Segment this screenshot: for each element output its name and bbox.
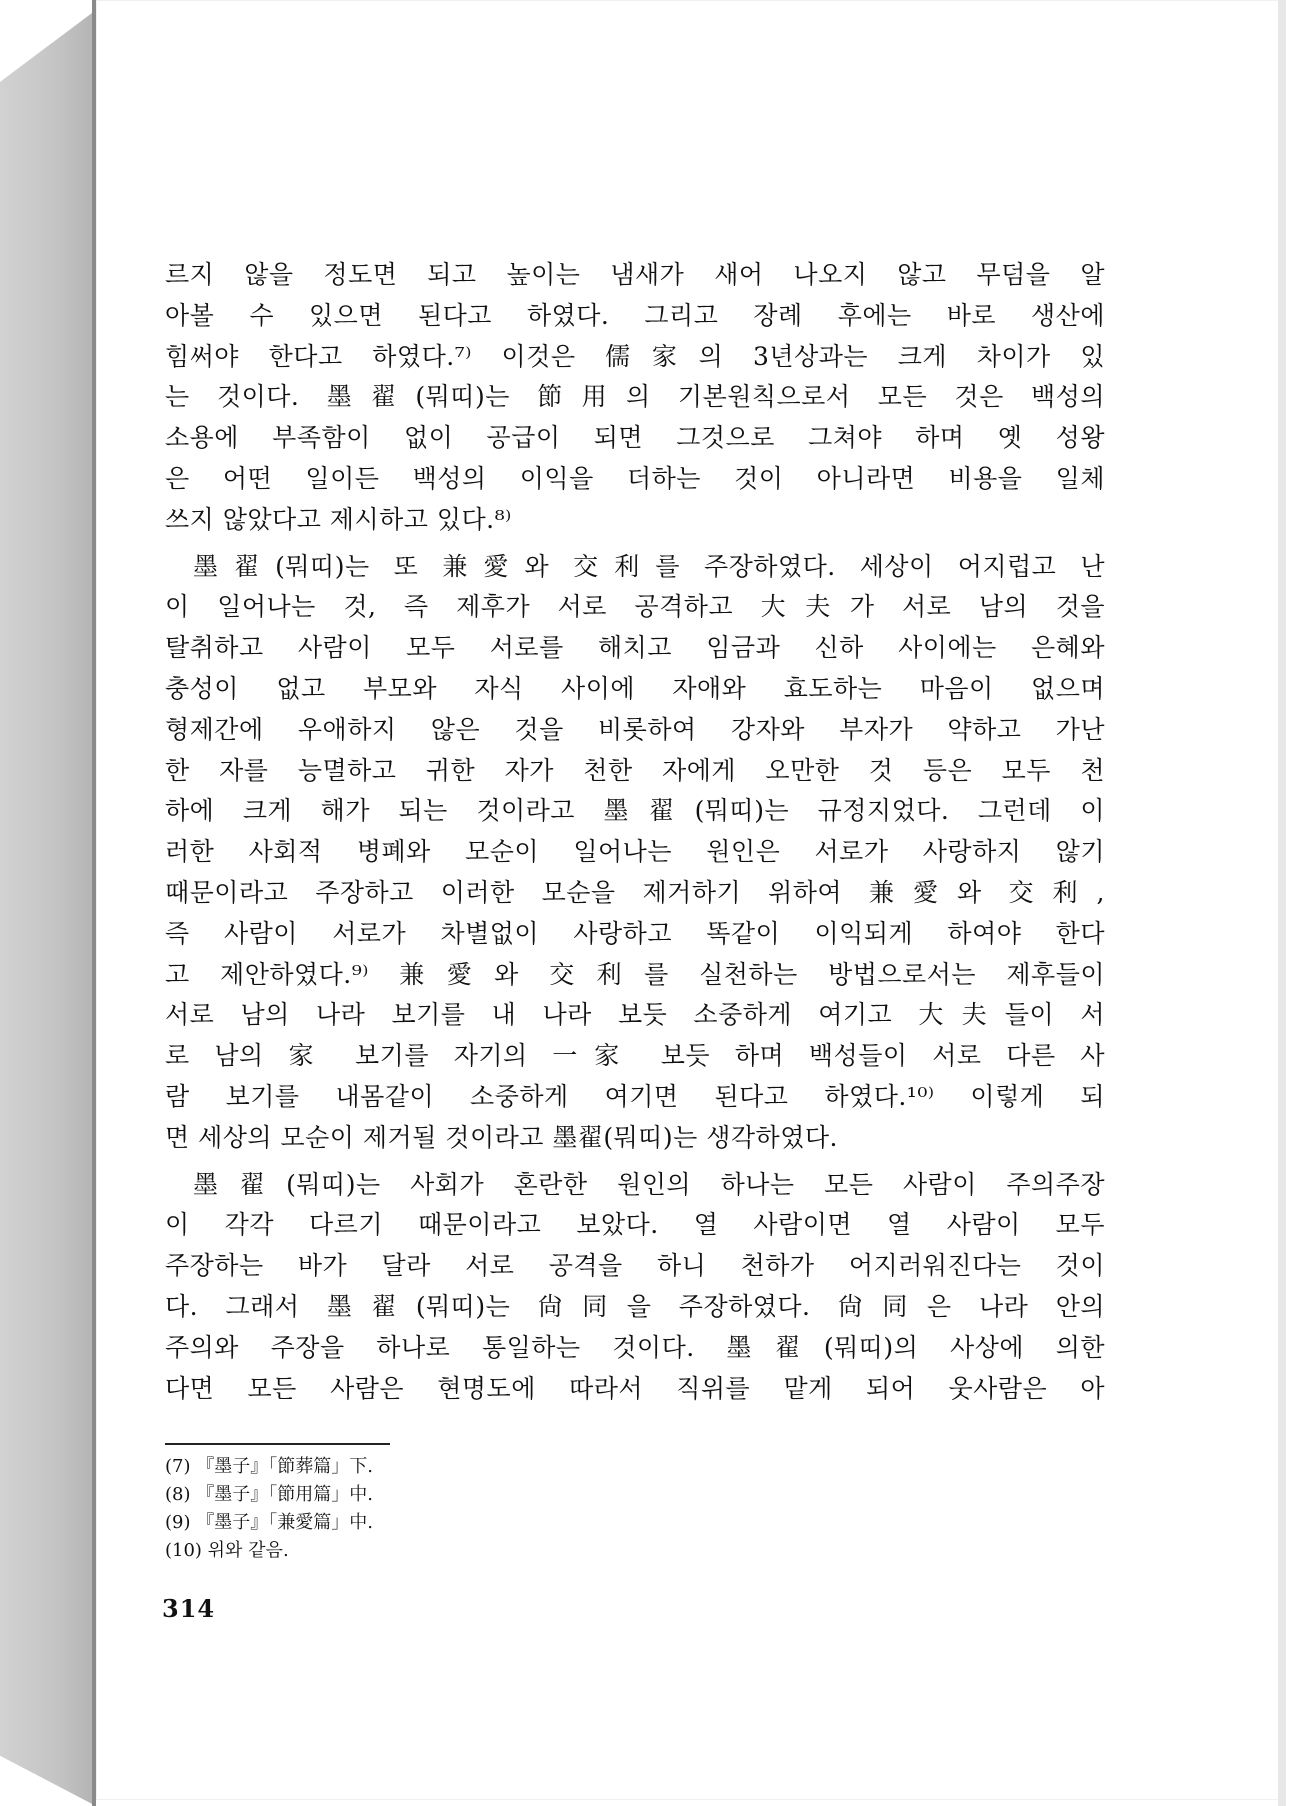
- text-line: 때문이라고 주장하고 이러한 모순을 제거하기 위하여 兼愛와 交利,: [165, 877, 1105, 907]
- text-line: 다면 모든 사람은 현명도에 따라서 직위를 맡게 되어 웃사람은 아: [165, 1373, 1105, 1403]
- body-text: [165, 255, 1105, 1409]
- text-line: 충성이 없고 부모와 자식 사이에 자애와 효도하는 마음이 없으며: [165, 673, 1105, 703]
- text-line: 서로 남의 나라 보기를 내 나라 보듯 소중하게 여기고 大夫들이 서: [165, 1000, 1105, 1030]
- text-line: 한 자를 능멸하고 귀한 자가 천한 자에게 오만한 것 등은 모두 천: [165, 755, 1105, 785]
- footnote-divider: [165, 1443, 390, 1445]
- text-line: 주의와 주장을 하나로 통일하는 것이다. 墨翟(뭐띠)의 사상에 의한: [165, 1332, 1105, 1362]
- paragraph-1: [165, 255, 1105, 541]
- page-edge: [1278, 0, 1286, 1806]
- page-number: 314: [162, 1594, 216, 1623]
- text-line: 는 것이다. 墨翟(뭐띠)는 節用의 기본원칙으로서 모든 것은 백성의: [165, 382, 1105, 412]
- text-line: 탈취하고 사람이 모두 서로를 해치고 임금과 신하 사이에는 은혜와: [165, 633, 1105, 663]
- text-line: 힘써야 한다고 하였다.⁷⁾ 이것은 儒家의 3년상과는 크게 차이가 있: [165, 341, 1105, 371]
- footnotes: [165, 1453, 765, 1565]
- text-line: 이 각각 다르기 때문이라고 보았다. 열 사람이면 열 사람이 모두: [165, 1210, 1105, 1240]
- text-line: 은 어떤 일이든 백성의 이익을 더하는 것이 아니라면 비용을 일체: [165, 463, 1105, 493]
- text-line: 람 보기를 내몸같이 소중하게 여기면 된다고 하였다.¹⁰⁾ 이렇게 되: [165, 1081, 1105, 1111]
- text-line: 소용에 부족함이 없이 공급이 되면 그것으로 그쳐야 하며 옛 성왕: [165, 423, 1105, 453]
- text-line: 고 제안하였다.⁹⁾ 兼愛와 交利를 실천하는 방법으로서는 제후들이: [165, 959, 1105, 989]
- text-line: 다. 그래서 墨翟(뭐띠)는 尙同을 주장하였다. 尙同은 나라 안의: [165, 1291, 1105, 1321]
- book-spine: [0, 10, 96, 1806]
- text-line: 이 일어나는 것, 즉 제후가 서로 공격하고 大夫가 서로 남의 것을: [165, 592, 1105, 622]
- text-line: 墨翟(뭐띠)는 사회가 혼란한 원인의 하나는 모든 사람이 주의주장: [193, 1169, 1105, 1199]
- text-line: 하에 크게 해가 되는 것이라고 墨翟(뭐띠)는 규정지었다. 그런데 이: [165, 796, 1105, 826]
- text-line: 형제간에 우애하지 않은 것을 비롯하여 강자와 부자가 약하고 가난: [165, 714, 1105, 744]
- footnote-8: (8) 『墨子』「節用篇」中.: [165, 1484, 373, 1505]
- paragraph-2: [165, 547, 1105, 1159]
- text-line: 墨翟(뭐띠)는 또 兼愛와 交利를 주장하였다. 세상이 어지럽고 난: [193, 551, 1105, 581]
- text-line: 러한 사회적 병폐와 모순이 일어나는 원인은 서로가 사랑하지 않기: [165, 837, 1105, 867]
- text-line: 아볼 수 있으면 된다고 하였다. 그리고 장례 후에는 바로 생산에: [165, 300, 1105, 330]
- footnote-10: (10) 위와 같음.: [165, 1540, 289, 1561]
- footnote-9: (9) 『墨子』「兼愛篇」中.: [165, 1512, 373, 1533]
- text-line: 즉 사람이 서로가 차별없이 사랑하고 똑같이 이익되게 하여야 한다: [165, 918, 1105, 948]
- text-line: 르지 않을 정도면 되고 높이는 냄새가 새어 나오지 않고 무덤을 알: [165, 260, 1105, 289]
- text-line: 면 세상의 모순이 제거될 것이라고 墨翟(뭐띠)는 생각하였다.: [165, 1122, 838, 1152]
- text-line: 쓰지 않았다고 제시하고 있다.⁸⁾: [165, 504, 512, 534]
- paragraph-3: [165, 1165, 1105, 1410]
- footnote-7: (7) 『墨子』「節葬篇」下.: [165, 1456, 373, 1477]
- text-line: 로 남의 家 보기를 자기의 一家 보듯 하며 백성들이 서로 다른 사: [165, 1041, 1105, 1071]
- text-line: 주장하는 바가 달라 서로 공격을 하니 천하가 어지러워진다는 것이: [165, 1251, 1105, 1281]
